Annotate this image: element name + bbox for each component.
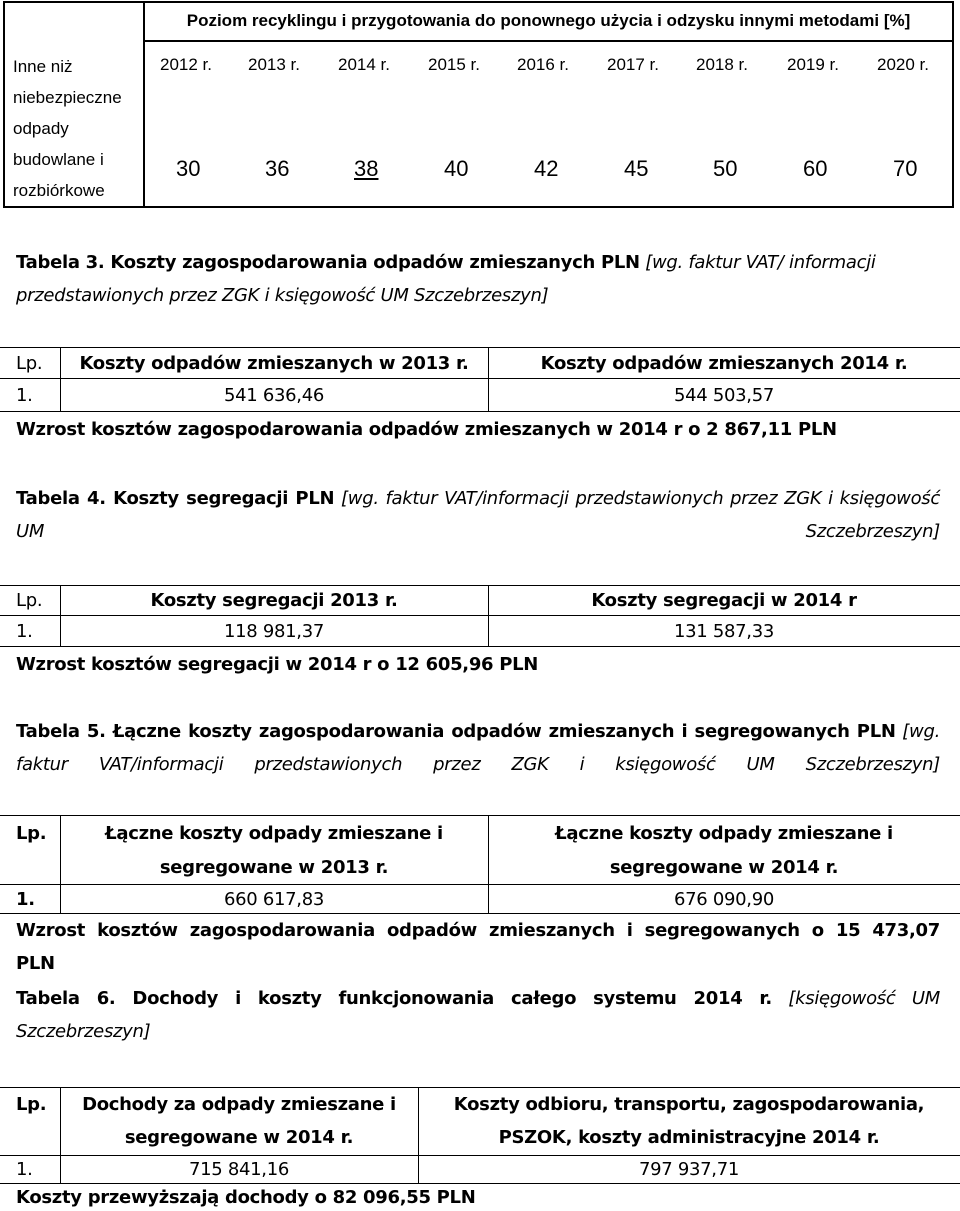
table3-bottom-border: [0, 411, 960, 412]
value-2019: 60: [803, 156, 828, 181]
table4-top-border: [0, 585, 960, 586]
table6-source: [księgowość UM: [788, 988, 941, 1009]
table4-row-lp: 1.: [16, 621, 33, 642]
value-2017: 45: [624, 156, 649, 181]
value-2018: 50: [713, 156, 738, 181]
table6-col-costs-line1: Koszty odbioru, transportu, zagospodarowania,: [453, 1094, 925, 1115]
table4-summary: Wzrost kosztów segregacji w 2014 r o 12 605,96 PLN: [16, 654, 539, 675]
table6-col-income-line2: segregowane w 2014 r.: [124, 1127, 354, 1148]
table3-row-lp: 1.: [16, 385, 33, 406]
waste-category-label: Inne niż niebezpieczne odpady budowlane i rozbiórkowe: [13, 57, 122, 200]
year-2020: 2020 r.: [877, 55, 929, 74]
table5-value-2014: 676 090,90: [673, 889, 775, 910]
table4-col-lp: Lp.: [16, 590, 43, 611]
recycling-table-header: Poziom recyklingu i przygotowania do ponownego użycia i odzysku innymi metodami [%]: [186, 11, 911, 30]
table5-row-border: [0, 884, 960, 885]
table3-top-border: [0, 347, 960, 348]
table4-value-2014: 131 587,33: [673, 621, 775, 642]
table3-summary: Wzrost kosztów zagospodarowania odpadów zmieszanych w 2014 r o 2 867,11 PLN: [16, 419, 837, 440]
table6-bottom-border: [0, 1183, 960, 1184]
table5-col-2014-line1: Łączne koszty odpady zmieszane i: [555, 823, 893, 844]
table5-title: Tabela 5. Łączne koszty zagospodarowania odpadów zmieszanych i segregowanych PLN: [16, 721, 896, 742]
table5-summary-line1: Wzrost kosztów zagospodarowania odpadów zmieszanych i segregowanych o 15 473,07: [16, 920, 940, 941]
table4-title: Tabela 4. Koszty segregacji PLN: [16, 488, 335, 509]
table4-caption: [16, 482, 940, 548]
table3-value-2013: 541 636,46: [223, 385, 325, 406]
table5-col-2013-line1: Łączne koszty odpady zmieszane i: [105, 823, 443, 844]
table3-caption: [16, 246, 940, 312]
table4-bottom-border: [0, 646, 960, 647]
table6-value-costs: 797 937,71: [638, 1159, 740, 1180]
value-2015: 40: [444, 156, 469, 181]
year-2014: 2014 r.: [338, 55, 390, 74]
table5-col-2014-line2: segregowane w 2014 r.: [609, 857, 839, 878]
year-2019: 2019 r.: [787, 55, 839, 74]
year-2013: 2013 r.: [248, 55, 300, 74]
table5-caption: [16, 715, 940, 781]
table3-col-2013: Koszty odpadów zmieszanych w 2013 r.: [79, 353, 469, 374]
table4-row-border: [0, 615, 960, 616]
table6-col-income-line1: Dochody za odpady zmieszane i: [82, 1094, 396, 1115]
table5-source: [wg. faktur VAT/informacji przedstawionych przez ZGK i księgowość UM Szczebrzeszyn]: [16, 721, 940, 775]
year-2015: 2015 r.: [428, 55, 480, 74]
row-divider: [143, 40, 952, 42]
table6-caption-line1: [16, 982, 940, 1015]
recycling-levels-table: [3, 1, 954, 208]
table3-col-2014: Koszty odpadów zmieszanych 2014 r.: [540, 353, 908, 374]
table5-col-2013-line2: segregowane w 2013 r.: [159, 857, 389, 878]
table6-source-cont: Szczebrzeszyn]: [16, 1021, 151, 1042]
table3-col-lp: Lp.: [16, 353, 43, 374]
table6-row-border: [0, 1155, 960, 1156]
table5-top-border: [0, 815, 960, 816]
year-2012: 2012 r.: [160, 55, 212, 74]
year-2017: 2017 r.: [607, 55, 659, 74]
table6-summary: Koszty przewyższają dochody o 82 096,55 PLN: [16, 1187, 476, 1208]
value-2013: 36: [265, 156, 290, 181]
table5-row-lp: 1.: [16, 889, 35, 910]
year-2018: 2018 r.: [696, 55, 748, 74]
table4-value-2013: 118 981,37: [223, 621, 325, 642]
value-2016: 42: [534, 156, 559, 181]
table5-col-lp: Lp.: [16, 823, 47, 844]
table6-row-lp: 1.: [16, 1159, 33, 1180]
table6-col-costs-line2: PSZOK, koszty administracyjne 2014 r.: [498, 1127, 880, 1148]
table4-source: [wg. faktur VAT/informacji przedstawionych przez ZGK i księgowość UM Szczebrzeszyn]: [16, 488, 940, 542]
table5-value-2013: 660 617,83: [223, 889, 325, 910]
table6-title: Tabela 6. Dochody i koszty funkcjonowania całego systemu 2014 r.: [16, 988, 772, 1009]
table4-col-2014: Koszty segregacji w 2014 r: [591, 590, 857, 611]
table4-col-2013: Koszty segregacji 2013 r.: [150, 590, 398, 611]
table3-row-border: [0, 378, 960, 379]
value-2014: 38: [354, 156, 379, 181]
year-2016: 2016 r.: [517, 55, 569, 74]
value-2012: 30: [176, 156, 201, 181]
table5-summary-line2: PLN: [16, 953, 55, 974]
table6-top-border: [0, 1087, 960, 1088]
table6-value-income: 715 841,16: [188, 1159, 290, 1180]
table3-source: [wg. faktur VAT/ informacji przedstawionych przez ZGK i księgowość UM Szczebrzeszyn]: [16, 252, 876, 306]
table6-col-lp: Lp.: [16, 1094, 47, 1115]
table3-title: Tabela 3. Koszty zagospodarowania odpadów zmieszanych PLN: [16, 252, 640, 273]
table3-value-2014: 544 503,57: [673, 385, 775, 406]
value-2020: 70: [893, 156, 918, 181]
